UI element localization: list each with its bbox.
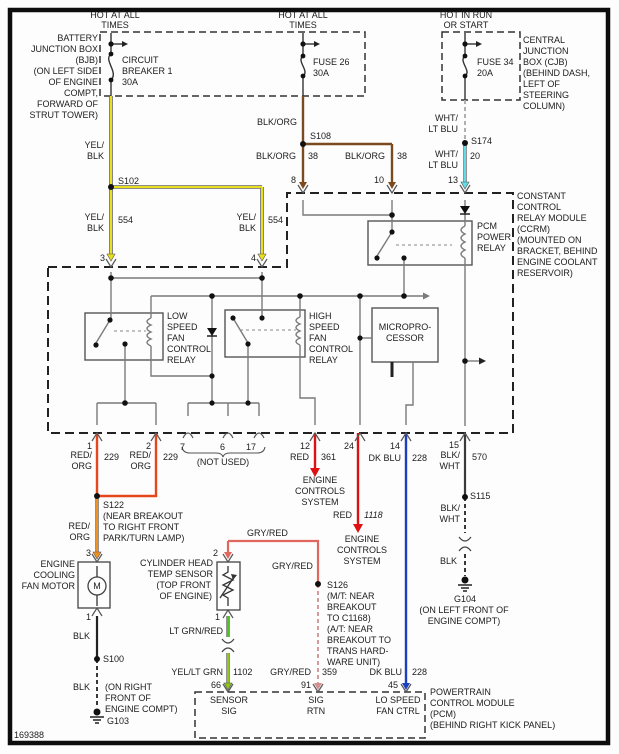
text-label: 1102 bbox=[233, 667, 253, 677]
text-label: LT BLU bbox=[428, 160, 458, 170]
ccrm-label: CONSTANT bbox=[517, 191, 566, 201]
text-label: 554 bbox=[268, 215, 284, 225]
text-label: 361 bbox=[321, 452, 337, 462]
ccrm-pin-8: 8 bbox=[290, 175, 296, 185]
text-label: BOX (CJB) bbox=[523, 57, 568, 67]
text-label: WHT/ bbox=[435, 149, 458, 159]
text-label: WHT bbox=[439, 461, 460, 471]
text-label: TO RIGHT FRONT bbox=[103, 522, 180, 532]
text-label: TRANS HARD- bbox=[327, 646, 389, 656]
text-label: DK BLU bbox=[369, 667, 402, 677]
cht-sensor-pin-2: 2 bbox=[212, 548, 218, 558]
supply-label-2: HOT AT ALL bbox=[278, 10, 328, 20]
text-label: LT BLU bbox=[428, 124, 458, 134]
text-label: ORG bbox=[130, 461, 151, 471]
text-label: CESSOR bbox=[385, 333, 425, 343]
text-label: (MOUNTED ON bbox=[517, 235, 582, 245]
text-label: RED/ bbox=[129, 450, 151, 460]
splice-s174-label: S174 bbox=[471, 136, 493, 146]
text-label: OR START bbox=[443, 20, 489, 30]
text-label: BLK bbox=[86, 151, 104, 161]
splice-s102-label: S102 bbox=[118, 176, 140, 186]
text-label: 228 bbox=[412, 667, 428, 677]
text-label: RELAY MODULE bbox=[517, 213, 587, 223]
text-label: CONTROLS bbox=[336, 545, 388, 555]
splice-s108-label: S108 bbox=[310, 131, 332, 141]
text-label: RED bbox=[289, 452, 309, 462]
ground-g103-label: G103 bbox=[107, 716, 130, 726]
text-label: 570 bbox=[472, 452, 488, 462]
text-label: OF ENGINE) bbox=[159, 591, 212, 601]
text-label: FORWARD OF bbox=[37, 99, 98, 109]
splice-s122-label: S122 bbox=[103, 500, 125, 510]
text-label: YEL/LT GRN bbox=[171, 667, 223, 677]
splice-s115-label: S115 bbox=[470, 491, 491, 501]
text-label: 38 bbox=[397, 151, 408, 161]
text-label: RESERVOIR) bbox=[517, 268, 573, 278]
ccrm-pin-15: 15 bbox=[448, 440, 459, 450]
text-label: 229 bbox=[104, 452, 120, 462]
fuse-26-label: FUSE 26 bbox=[313, 57, 350, 67]
text-label: SPEED bbox=[167, 322, 198, 332]
text-label: FAN CTRL bbox=[376, 706, 420, 716]
text-label: YEL/ bbox=[236, 212, 256, 222]
text-label: WHT bbox=[439, 514, 460, 524]
ccrm-pin-2: 2 bbox=[145, 441, 151, 451]
circuit-breaker-label: CIRCUIT bbox=[122, 55, 159, 65]
text-label: YEL/ bbox=[84, 140, 104, 150]
text-label: 30A bbox=[313, 68, 330, 78]
text-label: BLK/ORG bbox=[255, 151, 296, 161]
ccrm-pin-4: 4 bbox=[250, 253, 256, 263]
pcm-sensor-sig-label: SENSOR bbox=[209, 695, 249, 705]
text-label: ORG bbox=[71, 461, 92, 471]
low-speed-relay-label: LOW bbox=[167, 311, 188, 321]
text-label: FAN bbox=[167, 333, 185, 343]
text-label: LT GRN/RED bbox=[169, 626, 223, 636]
text-label: (PCM) bbox=[430, 709, 456, 719]
ccrm-pin-17: 17 bbox=[245, 442, 256, 452]
text-label: POWER bbox=[477, 232, 512, 242]
text-label: 359 bbox=[322, 667, 338, 677]
text-label: GRY/RED bbox=[247, 528, 288, 538]
text-label: RED/ bbox=[68, 521, 90, 531]
text-label: ENGINE COMPT) bbox=[105, 704, 178, 714]
text-label: STRUT TOWER) bbox=[29, 110, 98, 120]
fan-motor-pin-3: 3 bbox=[85, 548, 91, 558]
text-label: (A/T: NEAR bbox=[327, 624, 374, 634]
text-label: WHT/ bbox=[435, 113, 458, 123]
text-label: (ON RIGHT bbox=[105, 682, 152, 692]
text-label: ORG bbox=[69, 532, 90, 542]
supply-label-3: HOT IN RUN bbox=[439, 10, 493, 20]
pcm-power-relay-label: PCM bbox=[477, 221, 497, 231]
text-label: CONTROL MODULE bbox=[430, 698, 515, 708]
cht-sensor-pin-1: 1 bbox=[214, 612, 220, 622]
pcm-pin-45: 45 bbox=[387, 680, 398, 690]
text-label: (NEAR BREAKOUT bbox=[103, 511, 184, 521]
text-label: (ON LEFT SIDE bbox=[33, 66, 98, 76]
text-label: CONTROL bbox=[167, 344, 212, 354]
ccrm-pin-12: 12 bbox=[299, 441, 310, 451]
text-label: COMPT, bbox=[63, 88, 98, 98]
text-label: COOLING bbox=[33, 570, 75, 580]
fan-motor-label: ENGINE bbox=[40, 559, 75, 569]
text-label: 38 bbox=[308, 151, 319, 161]
text-label: GRY/RED bbox=[270, 667, 311, 677]
pcm-lo-speed-label: LO SPEED bbox=[375, 695, 421, 705]
text-label: BLK bbox=[72, 682, 90, 692]
text-label: BLK bbox=[72, 631, 90, 641]
ccrm-pin-1: 1 bbox=[86, 441, 92, 451]
text-label: SYSTEM bbox=[301, 497, 339, 507]
splice-s126-label: S126 bbox=[327, 580, 349, 590]
text-label: BRACKET, BEHIND bbox=[517, 246, 598, 256]
text-label: COLUMN) bbox=[523, 101, 565, 111]
text-label: FAN bbox=[309, 333, 327, 343]
cjb-label: CENTRAL bbox=[523, 35, 566, 45]
text-label: 228 bbox=[412, 453, 428, 463]
text-label: GRY/RED bbox=[272, 561, 313, 571]
fuse-34-label: FUSE 34 bbox=[477, 57, 514, 67]
text-label: 20 bbox=[470, 151, 481, 161]
text-label: TIMES bbox=[289, 20, 317, 30]
ccrm-pin-3: 3 bbox=[99, 253, 105, 263]
text-label: RED/ bbox=[70, 450, 92, 460]
ccrm-pin-7: 7 bbox=[179, 442, 185, 452]
text-label: BLK bbox=[439, 556, 457, 566]
text-label: WARE UNIT) bbox=[327, 657, 381, 667]
text-label: STEERING bbox=[523, 90, 570, 100]
text-label: TO C1168) bbox=[327, 613, 371, 623]
supply-label-1: HOT AT ALL bbox=[90, 10, 140, 20]
text-label: 229 bbox=[163, 452, 179, 462]
text-label: RED bbox=[332, 510, 352, 520]
text-label: BREAKOUT TO bbox=[327, 635, 392, 645]
text-label: FRONT OF bbox=[105, 693, 151, 703]
text-label: 554 bbox=[118, 215, 134, 225]
bjb-label: BATTERY bbox=[57, 33, 98, 43]
text-label: (BEHIND DASH, bbox=[523, 68, 591, 78]
high-speed-relay-label: HIGH bbox=[309, 311, 332, 321]
text-label: JUNCTION BOX bbox=[30, 44, 98, 54]
ccrm-pin-10: 10 bbox=[373, 175, 384, 185]
text-label: BREAKER 1 bbox=[122, 66, 173, 76]
text-label: TEMP SENSOR bbox=[147, 569, 213, 579]
microprocessor-label: MICROPRO- bbox=[378, 322, 432, 332]
text-label: BLK/ORG bbox=[344, 151, 385, 161]
pcm-sig-rtn-label: SIG bbox=[308, 695, 324, 705]
text-label: CONTROL bbox=[517, 202, 562, 212]
text-label: SPEED bbox=[309, 322, 340, 332]
ccrm-pin-14: 14 bbox=[389, 441, 400, 451]
pcm-pin-66: 66 bbox=[210, 680, 221, 690]
text-label: BLK/ bbox=[440, 503, 460, 513]
not-used-label: (NOT USED) bbox=[196, 457, 250, 467]
text-label: (ON LEFT FRONT OF bbox=[419, 605, 509, 615]
text-label: RELAY bbox=[477, 243, 506, 253]
text-label: (TOP FRONT bbox=[156, 580, 211, 590]
ccrm-pin-6: 6 bbox=[219, 442, 225, 452]
text-label: RELAY bbox=[309, 355, 338, 365]
text-label: 20A bbox=[477, 68, 494, 78]
text-label: PARK/TURN LAMP) bbox=[103, 533, 185, 543]
text-label: LEFT OF bbox=[523, 79, 560, 89]
text-label: SIG bbox=[221, 706, 237, 716]
supply-label-1b: TIMES bbox=[101, 20, 129, 30]
engine-controls-2: ENGINE bbox=[344, 534, 380, 544]
text-label: (BEHIND RIGHT KICK PANEL) bbox=[430, 720, 556, 730]
fan-motor-pin-1: 1 bbox=[85, 612, 91, 622]
pcm-pin-91: 91 bbox=[300, 680, 311, 690]
text-label: RELAY bbox=[167, 355, 196, 365]
text-label: RTN bbox=[306, 706, 326, 716]
text-label: YEL/ bbox=[84, 212, 104, 222]
text-label: ENGINE COOLANT bbox=[517, 257, 598, 267]
ccrm-pin-13: 13 bbox=[447, 175, 458, 185]
text-label: CONTROL bbox=[309, 344, 354, 354]
splice-s100-label: S100 bbox=[103, 654, 125, 664]
text-label: BLK bbox=[238, 223, 256, 233]
cht-sensor-label: CYLINDER HEAD bbox=[139, 558, 213, 568]
text-label: OF ENGINE bbox=[48, 77, 98, 87]
text-label: CONTROLS bbox=[294, 486, 346, 496]
text-label: BLK/ bbox=[440, 450, 460, 460]
ccrm-pin-24: 24 bbox=[343, 441, 354, 451]
text-label: (M/T: NEAR bbox=[327, 591, 375, 601]
text-label: BLK/ORG bbox=[256, 117, 297, 127]
text-label: JUNCTION bbox=[523, 46, 569, 56]
motor-symbol-letter: M bbox=[93, 581, 101, 591]
text-label: 30A bbox=[122, 77, 139, 87]
text-label: 1118 bbox=[364, 510, 383, 520]
pcm-label: POWERTRAIN bbox=[430, 687, 491, 697]
text-label: FAN MOTOR bbox=[21, 581, 75, 591]
text-label: SYSTEM bbox=[343, 556, 381, 566]
text-label: (BJB) bbox=[75, 55, 98, 65]
text-label: BLK bbox=[86, 223, 104, 233]
text-label: (CCRM) bbox=[517, 224, 550, 234]
text-label: ENGINE COMPT) bbox=[427, 616, 501, 626]
engine-controls-1: ENGINE bbox=[302, 475, 338, 485]
figure-number: 169388 bbox=[14, 730, 45, 740]
ground-g104-label: G104 bbox=[453, 594, 477, 604]
text-label: BREAKOUT bbox=[327, 602, 377, 612]
text-label: DK BLU bbox=[368, 453, 401, 463]
